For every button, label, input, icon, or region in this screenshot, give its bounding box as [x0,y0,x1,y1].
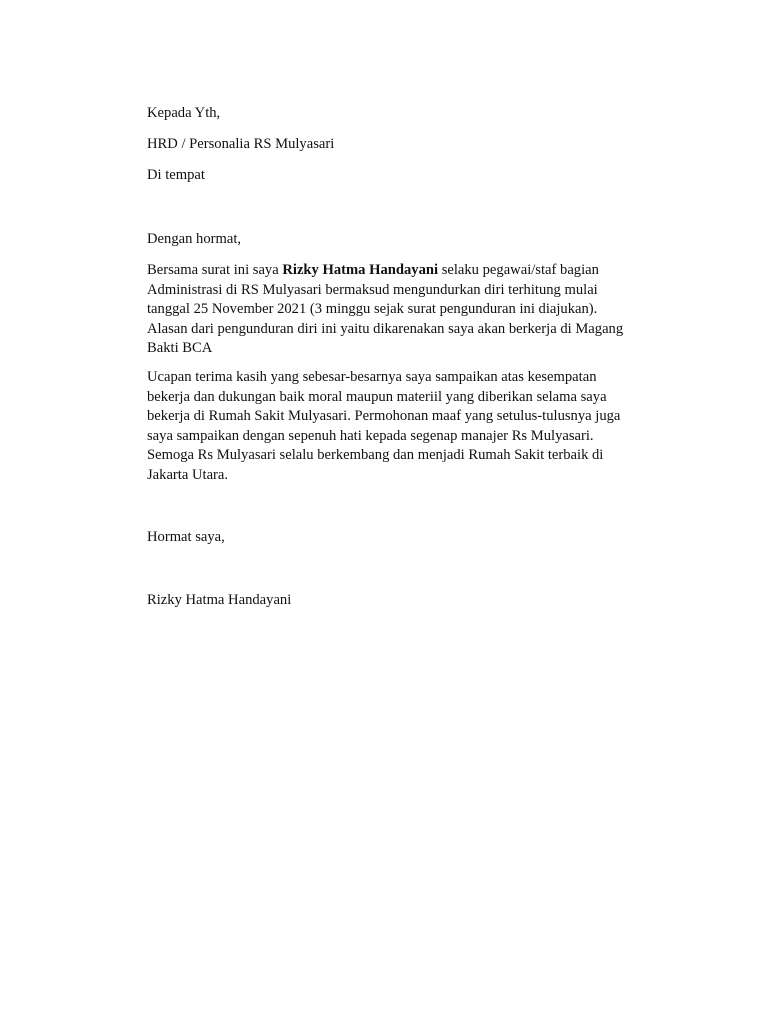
body-paragraph-1-line-2: Administrasi di RS Mulyasari bermaksud mengundurkan diri terhitung mulai [147,281,598,298]
body-paragraph-1-line-3: tanggal 25 November 2021 (3 minggu sejak surat pengunduran ini diajukan). [147,301,598,317]
recipient-greeting: Kepada Yth, [147,105,221,121]
body-paragraph-2-line-4: saya sampaikan dengan sepenuh hati kepada segenap manajer Rs Mulyasari. [147,427,594,444]
body-paragraph-2-line-1: Ucapan terima kasih yang sebesar-besarnya saya sampaikan atas kesempatan [147,369,597,385]
signature-name: Rizky Hatma Handayani [147,592,292,608]
recipient-addressee: HRD / Personalia RS Mulyasari [147,136,335,152]
body-paragraph-1-text: selaku pegawai/staf bagian [438,262,599,278]
body-paragraph-2-line-5: Semoga Rs Mulyasari selalu berkembang dan menjadi Rumah Sakit terbaik di [147,447,604,463]
body-paragraph-2-line-3: bekerja di Rumah Sakit Mulyasari. Permohonan maaf yang setulus-tulusnya juga [147,408,621,424]
body-paragraph-2 [147,368,637,485]
body-paragraph-1-line-4: Alasan dari pengunduran diri ini yaitu dikarenakan saya akan berkerja di Magang [147,320,624,337]
body-paragraph-1 [147,261,637,359]
body-paragraph-1-line-5: Bakti BCA [147,340,213,356]
body-paragraph-2-line-6: Jakarta Utara. [147,466,229,483]
body-paragraph-2-line-2: bekerja dan dukungan baik moral maupun materiil yang diberikan selama saya [147,388,607,405]
recipient-place: Di tempat [147,167,205,183]
body-paragraph-1-text: Bersama surat ini saya [147,262,283,278]
closing: Hormat saya, [147,529,225,545]
salutation: Dengan hormat, [147,231,242,247]
body-paragraph-1-line-1 [147,261,637,281]
sender-name-bold: Rizky Hatma Handayani [282,262,439,278]
